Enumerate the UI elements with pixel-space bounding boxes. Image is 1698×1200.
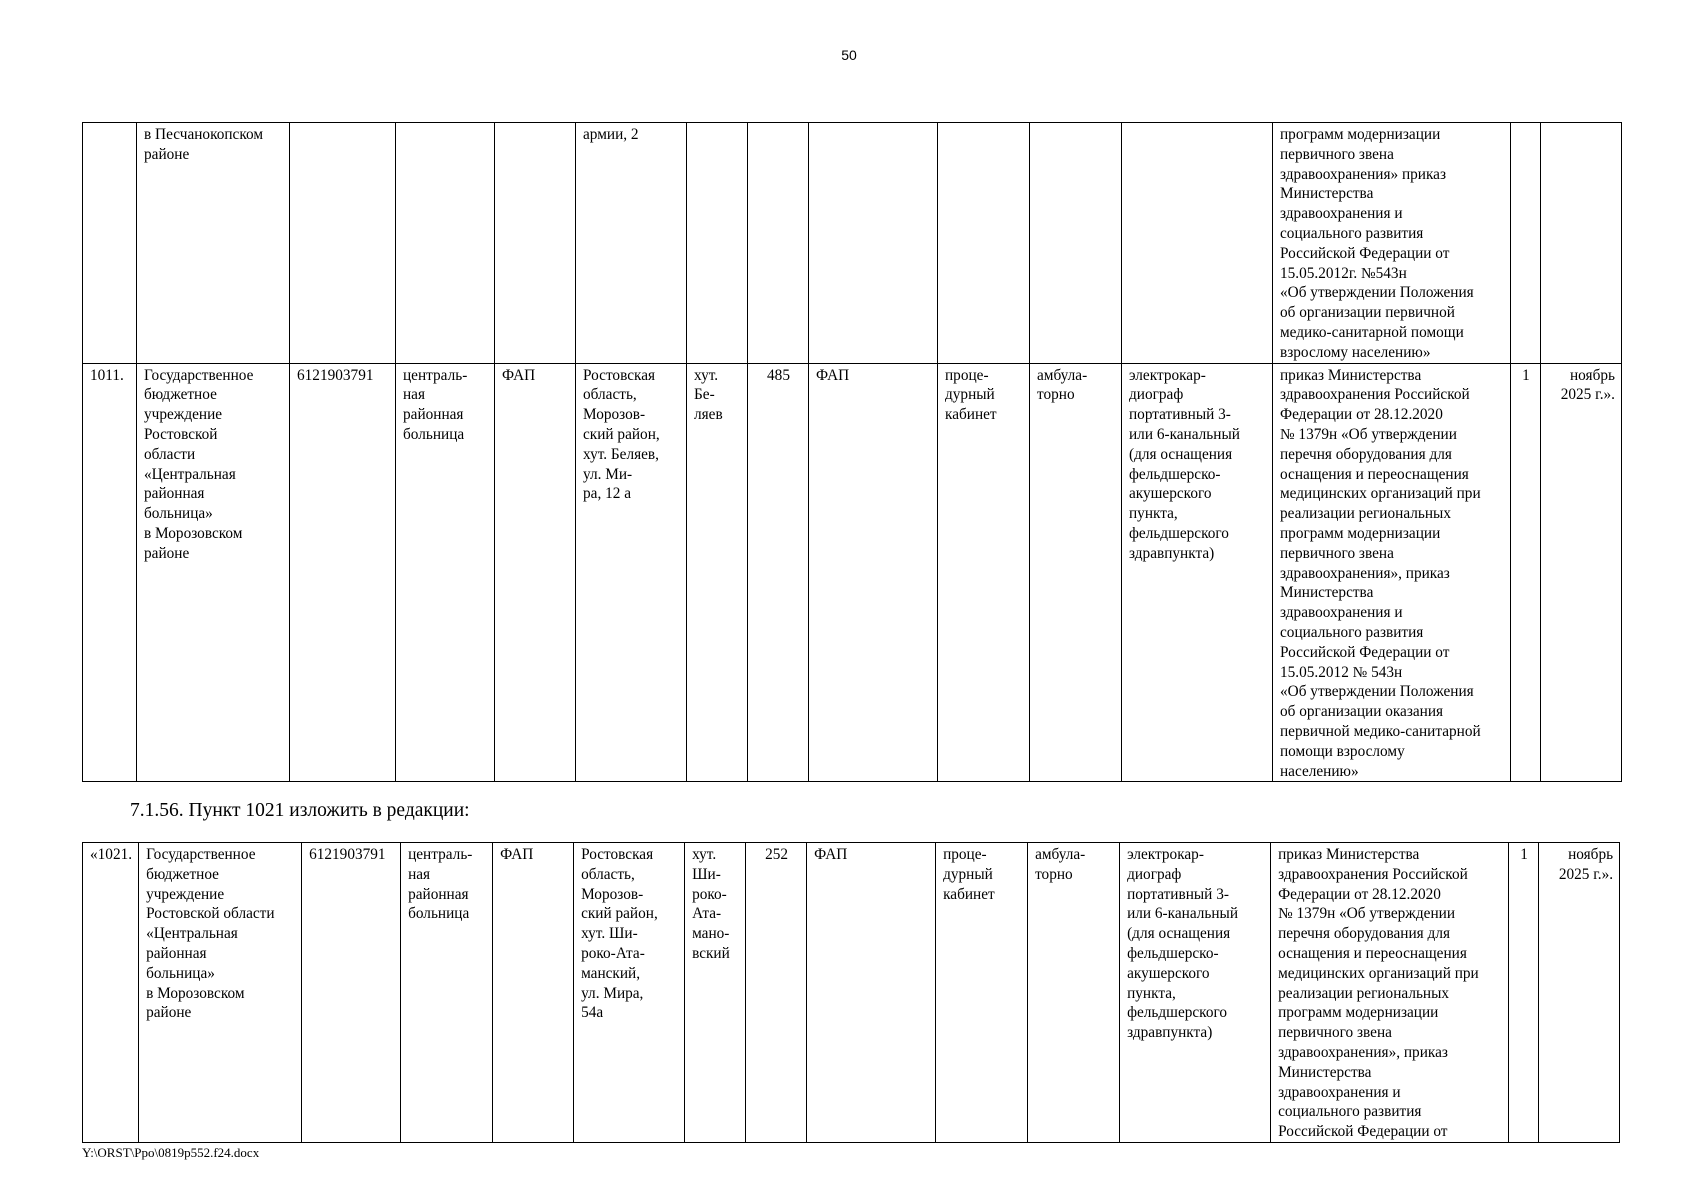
- cell-equipment: [1122, 123, 1273, 364]
- cell-address: армии, 2: [576, 123, 687, 364]
- cell-qty: 1: [1509, 843, 1539, 1143]
- cell-care-mode: [1030, 123, 1122, 364]
- cell-care-mode: амбула- торно: [1028, 843, 1120, 1143]
- page-number: 50: [841, 47, 857, 63]
- cell-date: ноябрь 2025 г.».: [1539, 843, 1620, 1143]
- cell-name: Государственное бюджетное учреждение Ростовской области «Центральная районная больница» в Морозовском районе: [139, 843, 302, 1143]
- cell-locality: хут. Бе- ляев: [687, 363, 748, 782]
- cell-equipment: электрокар- диограф портативный 3- или 6-канальный (для оснащения фельдшерско- акушерского пункта, фельдшерского здравпункта): [1122, 363, 1273, 782]
- cell-date: [1541, 123, 1622, 364]
- footer-file-path: Y:\ORST\Ppo\0819p552.f24.docx: [82, 1145, 260, 1160]
- cell-basis: программ модернизации первичного звена здравоохранения» приказ Министерства здравоохранения и социального развития Российской Федерации от 15.05.2012г. №543н «Об утверждении Положения об организации первичной медико-санитарной помощи взрослому населению»: [1273, 123, 1511, 364]
- table-row-continuation: [83, 123, 1622, 364]
- cell-population: 485: [748, 363, 809, 782]
- cell-num: 1011.: [83, 363, 137, 782]
- cell-address: Ростовская область, Морозов- ский район, хут. Беляев, ул. Ми- ра, 12 а: [576, 363, 687, 782]
- cell-locality: [687, 123, 748, 364]
- section-heading: 7.1.56. Пункт 1021 изложить в редакции:: [130, 800, 470, 821]
- cell-basis: приказ Министерства здравоохранения Российской Федерации от 28.12.2020 № 1379н «Об утверждении перечня оборудования для оснащения и переоснащения медицинских организаций при реализации региональных программ модернизации первичного звена здравоохранения», приказ Министерства здравоохранения и социального развития Российской Федерации от: [1271, 843, 1509, 1143]
- table-continued: [82, 122, 1622, 782]
- cell-room: [938, 123, 1030, 364]
- cell-address: Ростовская область, Морозов- ский район, хут. Ши- роко-Ата- манский, ул. Мира, 54а: [574, 843, 685, 1143]
- table-row-1021: [83, 843, 1620, 1143]
- cell-unit-name: ФАП: [809, 363, 938, 782]
- cell-qty: [1511, 123, 1541, 364]
- cell-inn: 6121903791: [290, 363, 396, 782]
- cell-basis: приказ Министерства здравоохранения Российской Федерации от 28.12.2020 № 1379н «Об утверждении перечня оборудования для оснащения и переоснащения медицинских организаций при реализации региональных программ модернизации первичного звена здравоохранения», приказ Министерства здравоохранения и социального развития Российской Федерации от 15.05.2012 № 543н «Об утверждении Положения об организации оказания первичной медико-санитарной помощи взрослому населению»: [1273, 363, 1511, 782]
- cell-org-type: [396, 123, 495, 364]
- cell-population: [748, 123, 809, 364]
- cell-org-type: централь- ная районная больница: [396, 363, 495, 782]
- cell-inn: [290, 123, 396, 364]
- cell-unit-name: [809, 123, 938, 364]
- cell-equipment: электрокар- диограф портативный 3- или 6-канальный (для оснащения фельдшерско- акушерского пункта, фельдшерского здравпункта): [1120, 843, 1271, 1143]
- cell-num: [83, 123, 137, 364]
- cell-inn: 6121903791: [302, 843, 401, 1143]
- cell-name: в Песчанокопском районе: [137, 123, 290, 364]
- cell-unit-name: ФАП: [807, 843, 936, 1143]
- cell-name: Государственное бюджетное учреждение Ростовской области «Центральная районная больница» в Морозовском районе: [137, 363, 290, 782]
- cell-org-type: централь- ная районная больница: [401, 843, 493, 1143]
- cell-unit-type: ФАП: [493, 843, 574, 1143]
- table-row-1011: [83, 363, 1622, 782]
- cell-care-mode: амбула- торно: [1030, 363, 1122, 782]
- cell-date: ноябрь 2025 г.».: [1541, 363, 1622, 782]
- cell-unit-type: [495, 123, 576, 364]
- cell-locality: хут. Ши- роко- Ата- мано- вский: [685, 843, 746, 1143]
- cell-population: 252: [746, 843, 807, 1143]
- cell-qty: 1: [1511, 363, 1541, 782]
- table-replacement: [82, 842, 1620, 1143]
- cell-room: проце- дурный кабинет: [936, 843, 1028, 1143]
- cell-unit-type: ФАП: [495, 363, 576, 782]
- cell-num: «1021.: [83, 843, 139, 1143]
- cell-room: проце- дурный кабинет: [938, 363, 1030, 782]
